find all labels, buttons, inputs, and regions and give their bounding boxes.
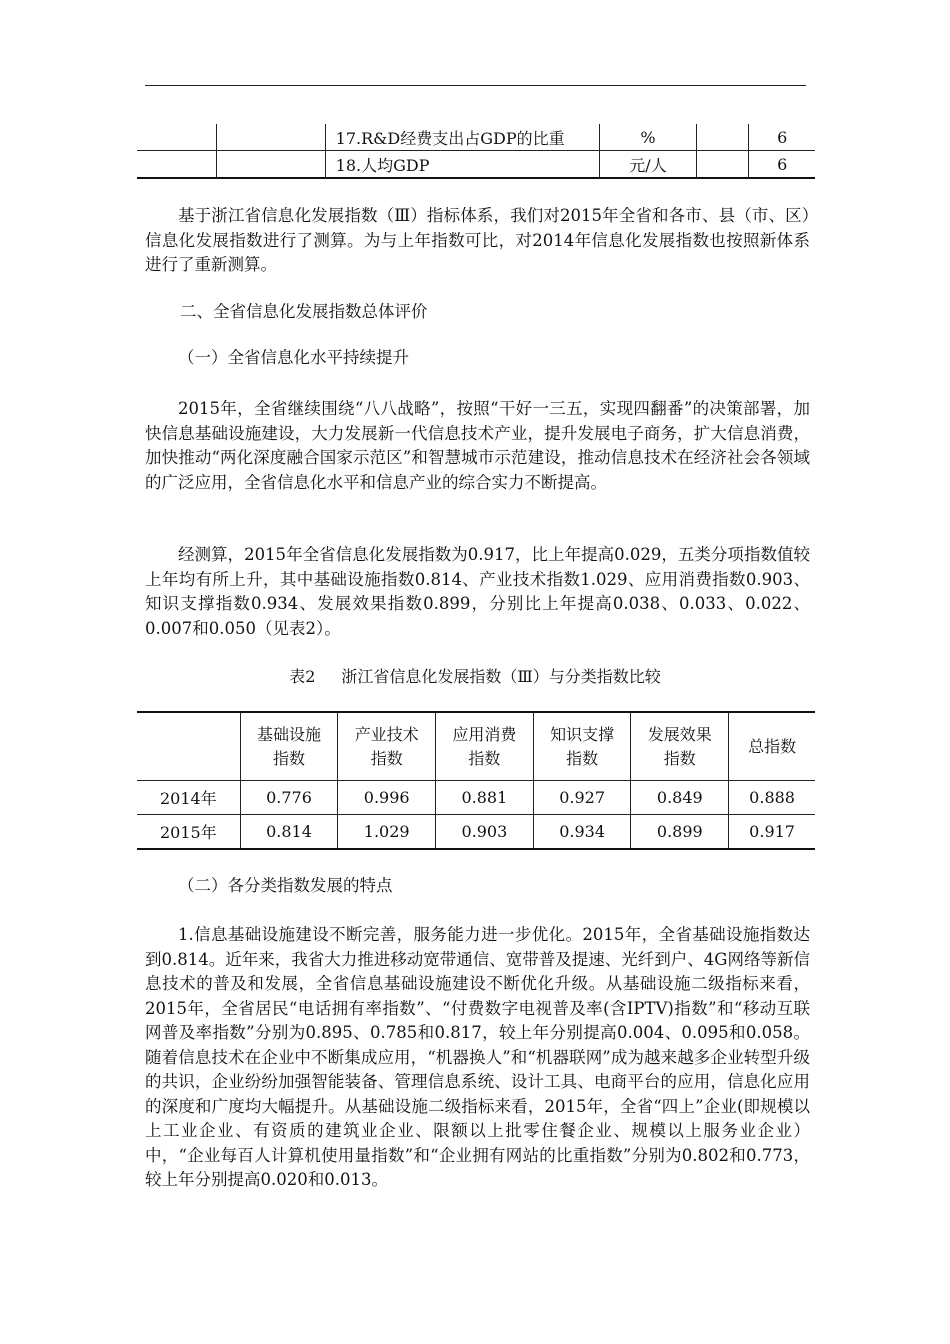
blank-cell xyxy=(217,124,325,151)
cell-value: 0.934 xyxy=(533,815,631,850)
index-comparison-table xyxy=(137,711,815,850)
blank-cell xyxy=(137,151,217,179)
cell-value: 0.814 xyxy=(240,815,338,850)
cell-value: 0.903 xyxy=(436,815,534,850)
subsection-heading: （一）全省信息化水平持续提升 xyxy=(178,348,409,367)
blank-cell xyxy=(217,151,325,179)
table-number: 表2 xyxy=(289,667,316,686)
paragraph-results: 经测算，2015年全省信息化发展指数为0.917，比上年提高0.029，五类分项指数值较上年均有所上升，其中基础设施指数0.814、产业技术指数1.029、应用消费指数0.903、知识支撑指数0.934、发展效果指数0.899，分别比上年提高0.038、0.033、0.022、0.007和0.050（见表2）。 xyxy=(145,545,810,638)
header-blank xyxy=(137,712,240,781)
blank-cell xyxy=(696,151,749,179)
table-row xyxy=(137,151,815,179)
section-heading: 二、全省信息化发展指数总体评价 xyxy=(180,302,428,321)
blank-cell xyxy=(696,124,749,151)
indicator-name: 18.人均GDP xyxy=(325,151,600,179)
table-header-row xyxy=(137,712,815,781)
indicator-table-fragment xyxy=(137,124,815,179)
header-effect: 发展效果 指数 xyxy=(631,712,729,781)
cell-value: 0.927 xyxy=(533,781,631,815)
table-title: 浙江省信息化发展指数（Ⅲ）与分类指数比较 xyxy=(341,667,661,686)
cell-value: 0.888 xyxy=(729,781,815,815)
paragraph-overview: 2015年，全省继续围绕“八八战略”，按照“干好一三五，实现四翻番”的决策部署，加快信息基础设施建设，大力发展新一代信息技术产业，提升发展电子商务，扩大信息消费，加快推动“两化深度融合国家示范区”和智慧城市示范建设，推动信息技术在经济社会各领域的广泛应用，全省信息化水平和信息产业的综合实力不断提高。 xyxy=(145,399,810,492)
header-knowledge: 知识支撑 指数 xyxy=(533,712,631,781)
cell-value: 0.899 xyxy=(631,815,729,850)
cell-value: 0.881 xyxy=(436,781,534,815)
indicator-weight: 6 xyxy=(749,151,815,179)
subsection-heading: （二）各分类指数发展的特点 xyxy=(178,876,393,895)
indicator-unit: 元/人 xyxy=(600,151,696,179)
header-rule xyxy=(145,85,806,86)
table-row xyxy=(137,781,815,815)
table-row xyxy=(137,815,815,850)
cell-value: 0.776 xyxy=(240,781,338,815)
blank-cell xyxy=(137,124,217,151)
row-year: 2014年 xyxy=(137,781,240,815)
cell-value: 0.996 xyxy=(338,781,436,815)
table-caption xyxy=(0,665,950,689)
cell-value: 1.029 xyxy=(338,815,436,850)
row-year: 2015年 xyxy=(137,815,240,850)
header-infrastructure: 基础设施 指数 xyxy=(240,712,338,781)
indicator-name: 17.R&D经费支出占GDP的比重 xyxy=(325,124,600,151)
cell-value: 0.917 xyxy=(729,815,815,850)
header-industry-tech: 产业技术 指数 xyxy=(338,712,436,781)
indicator-weight: 6 xyxy=(749,124,815,151)
paragraph-infrastructure: 1.信息基础设施建设不断完善，服务能力进一步优化。2015年，全省基础设施指数达到0.814。近年来，我省大力推进移动宽带通信、宽带普及提速、光纤到户、4G网络等新信息技术的普及和发展，全省信息基础设施建设不断优化升级。从基础设施二级指标来看，2015年，全省居民“电话拥有率指数”、“付费数字电视普及率(含IPTV)指数”和“移动互联网普及率指数”分别为0.895、0.785和0.817，较上年分别提高0.004、0.095和0.058。随着信息技术在企业中不断集成应用，“机器换人”和“机器联网”成为越来越多企业转型升级的共识，企业纷纷加强智能装备、管理信息系统、设计工具、电商平台的应用，信息化应用的深度和广度均大幅提升。从基础设施二级指标来看，2015年，全省“四上”企业(即规模以上工业企业、有资质的建筑业企业、限额以上批零住餐企业、规模以上服务业企业）中，“企业每百人计算机使用量指数”和“企业拥有网站的比重指数”分别为0.802和0.773，较上年分别提高0.020和0.013。 xyxy=(145,925,810,1189)
table-row xyxy=(137,124,815,151)
paragraph-intro: 基于浙江省信息化发展指数（Ⅲ）指标体系，我们对2015年全省和各市、县（市、区）信息化发展指数进行了测算。为与上年指数可比，对2014年信息化发展指数也按照新体系进行了重新测算。 xyxy=(145,206,810,274)
indicator-unit: % xyxy=(600,124,696,151)
header-total: 总指数 xyxy=(729,712,815,781)
cell-value: 0.849 xyxy=(631,781,729,815)
header-application: 应用消费 指数 xyxy=(436,712,534,781)
